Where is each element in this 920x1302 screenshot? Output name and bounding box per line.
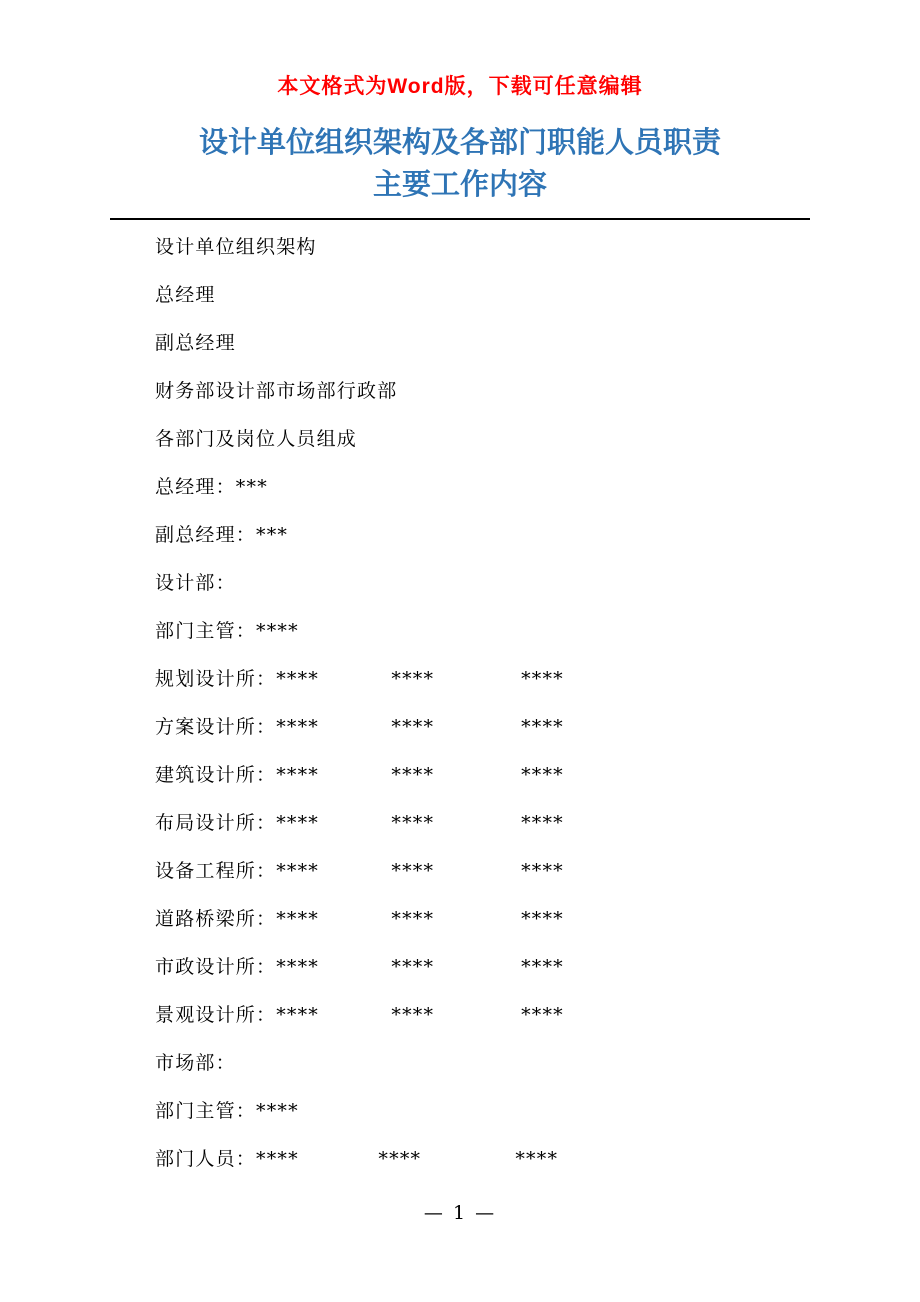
body-line: 部门主管：**** — [155, 1100, 299, 1123]
body-line: 设备工程所：**** **** **** — [155, 860, 564, 883]
body-line: 总经理：*** — [155, 476, 268, 499]
body-line: 各部门及岗位人员组成 — [155, 428, 358, 451]
page-title-line-1: 设计单位组织架构及各部门职能人员职责 — [198, 127, 721, 159]
body-line: 道路桥梁所：**** **** **** — [155, 908, 564, 931]
title-divider — [110, 218, 810, 220]
body-line: 布局设计所：**** **** **** — [155, 812, 564, 835]
document-body — [0, 238, 920, 1169]
page-number: — 1 — — [423, 1202, 497, 1224]
body-line: 市场部： — [155, 1052, 236, 1075]
body-line: 总经理 — [155, 284, 216, 307]
page-title — [0, 122, 920, 206]
body-line: 设计单位组织架构 — [155, 236, 317, 259]
body-line: 部门人员：**** **** **** — [155, 1148, 559, 1171]
body-line: 副总经理：*** — [155, 524, 289, 547]
body-line: 设计部： — [155, 572, 236, 595]
page-title-line-2: 主要工作内容 — [372, 169, 547, 202]
body-line: 副总经理 — [155, 332, 236, 355]
format-notice: 本文格式为Word版，下载可任意编辑 — [277, 75, 643, 98]
body-line: 部门主管：**** — [155, 620, 299, 643]
body-line: 方案设计所：**** **** **** — [155, 716, 564, 739]
body-line: 财务部设计部市场部行政部 — [155, 380, 398, 403]
body-line: 规划设计所：**** **** **** — [155, 668, 564, 691]
body-line: 市政设计所：**** **** **** — [155, 956, 564, 979]
body-line: 建筑设计所：**** **** **** — [155, 764, 564, 787]
body-line: 景观设计所：**** **** **** — [155, 1004, 564, 1027]
